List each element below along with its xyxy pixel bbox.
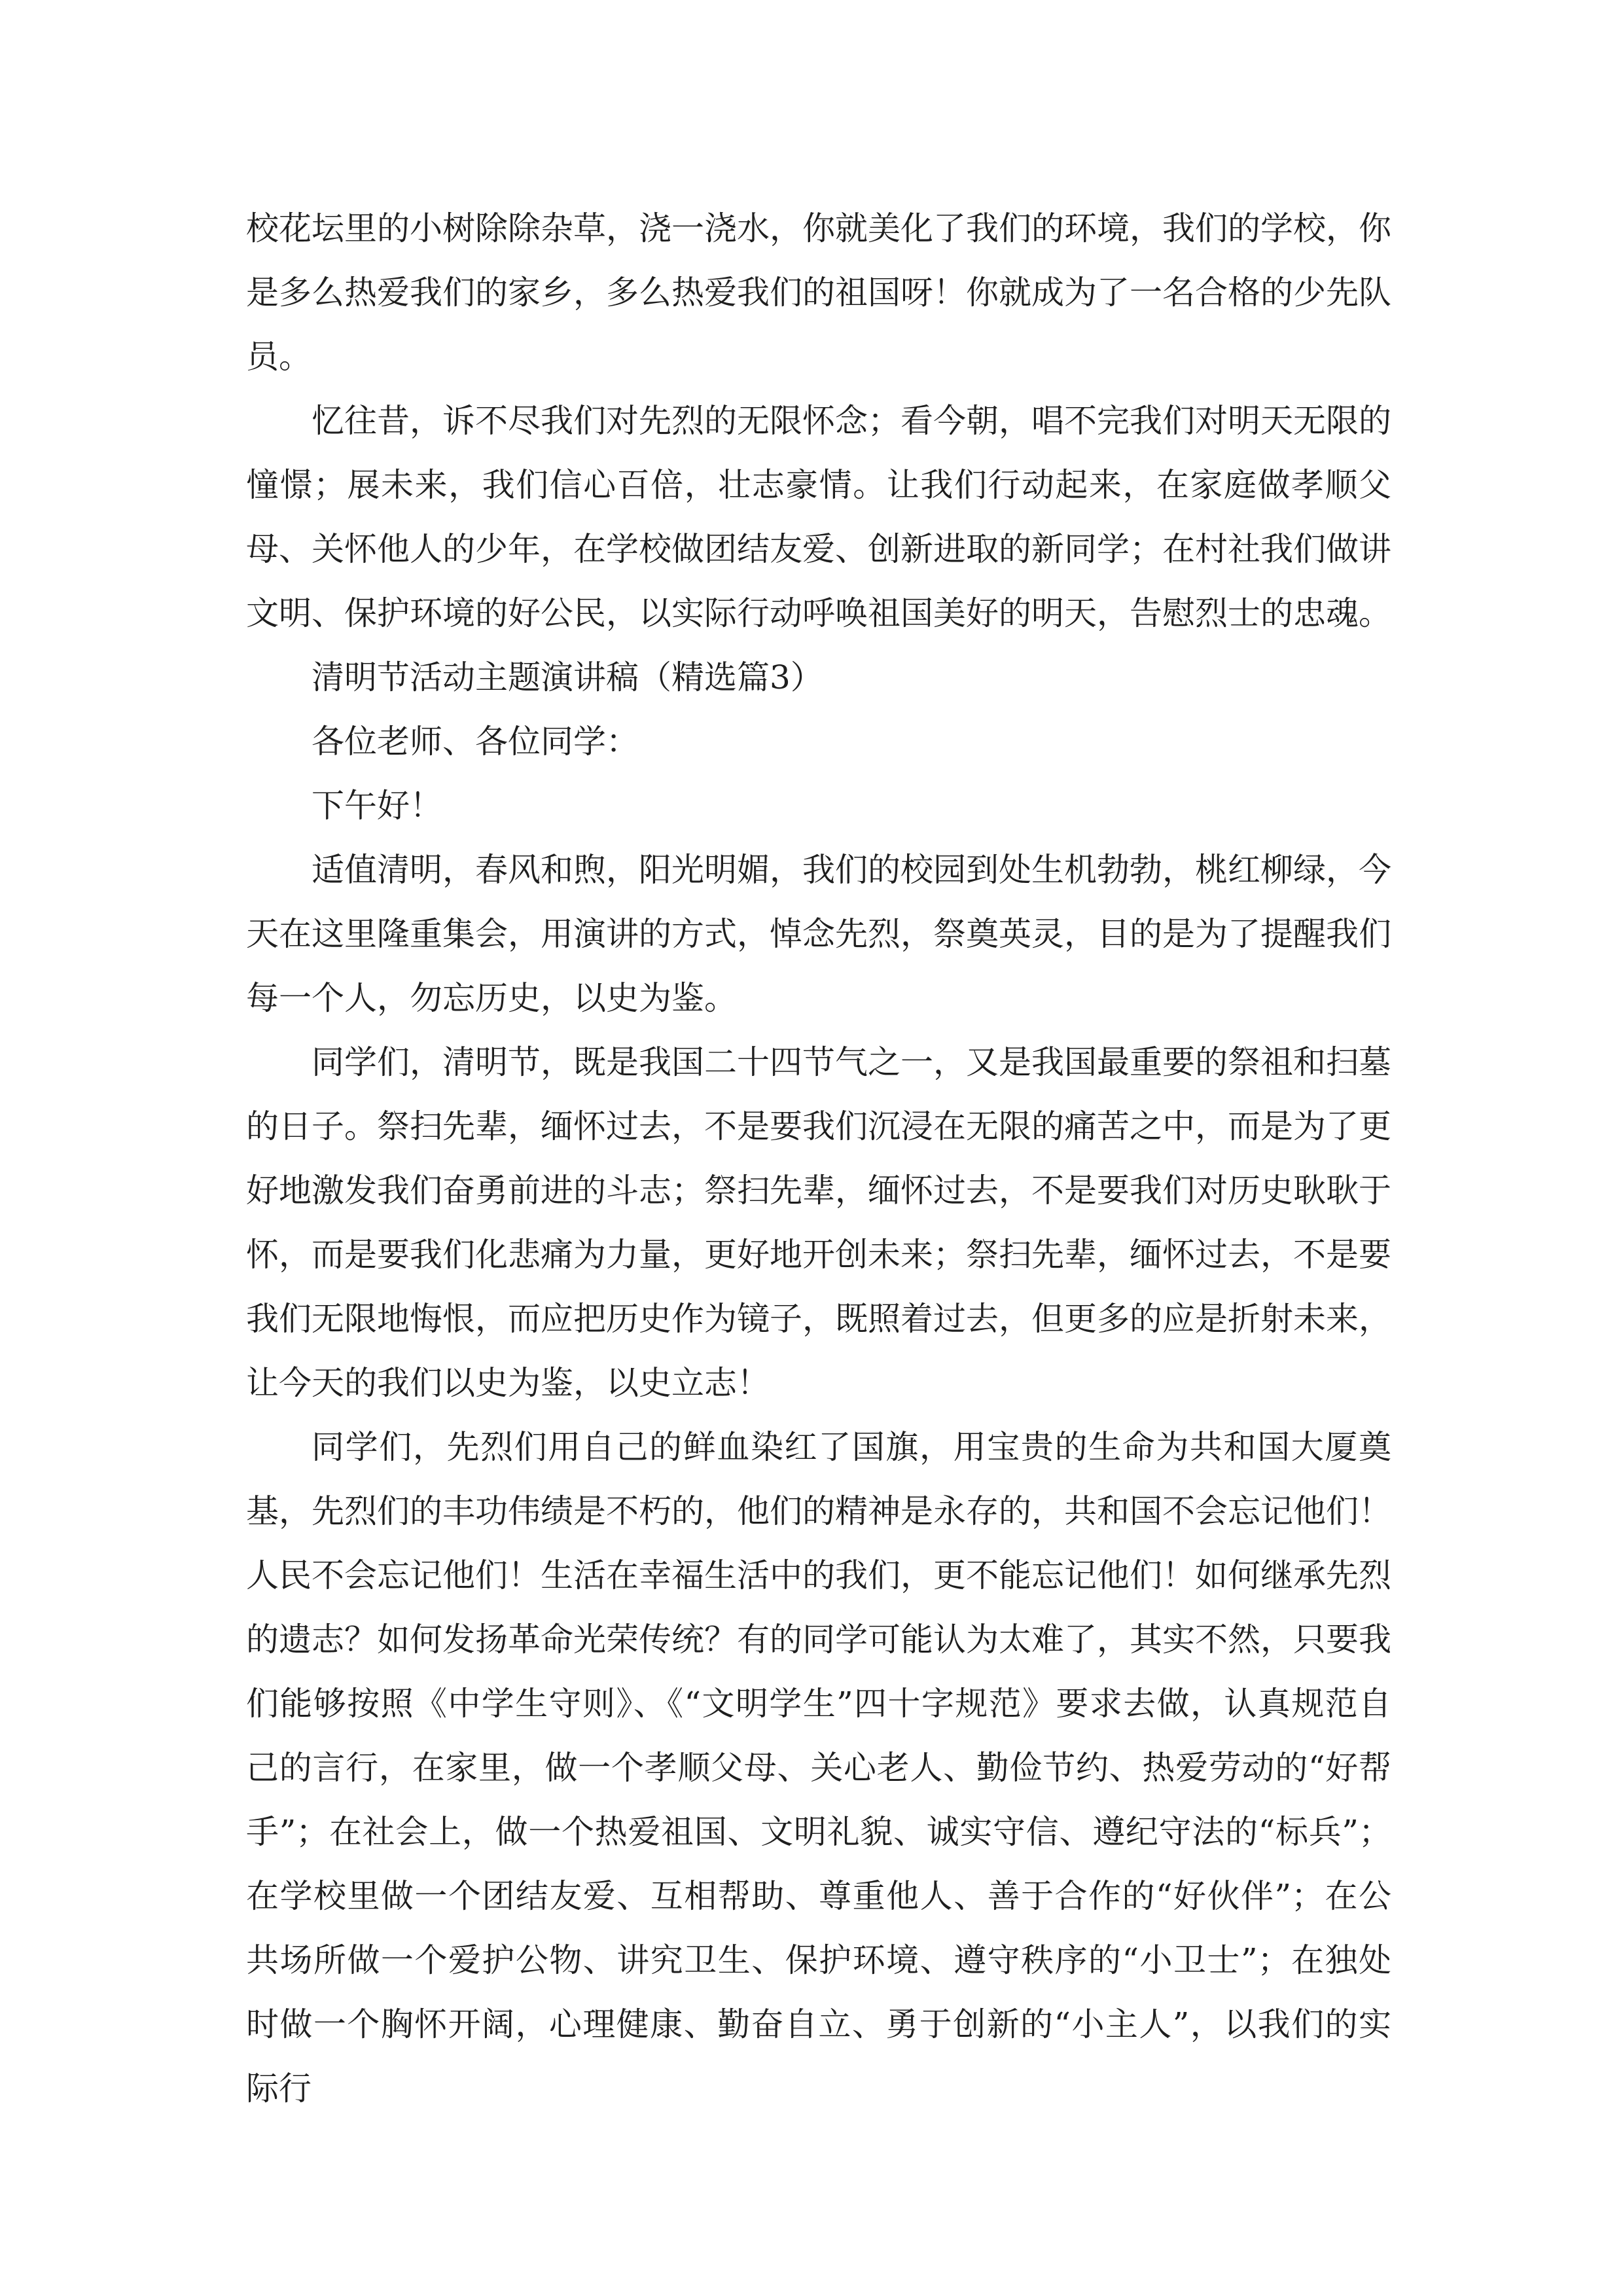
paragraph-martyrs: 同学们，先烈们用自己的鲜血染红了国旗，用宝贵的生命为共和国大厦奠基，先烈们的丰功伟绩是不朽的，他们的精神是永存的，共和国不会忘记他们！人民不会忘记他们！生活在幸福生活中的我们，更不能忘记他们！如何继承先烈的遗志？如何发扬革命光荣传统？有的同学可能认为太难了，其实不然，只要我们能够按照《中学生守则》、《“文明学生”四十字规范》要求去做，认真规范自己的言行，在家里，做一个孝顺父母、关心老人、勤俭节约、热爱劳动的“好帮手”；在社会上，做一个热爱祖国、文明礼貌、诚实守信、遵纪守法的“标兵”；在学校里做一个团结友爱、互相帮助、尊重他人、善于合作的“好伙伴”；在公共场所做一个爱护公物、讲究卫生、保护环境、遵守秩序的“小卫士”；在独处时做一个胸怀开阔，心理健康、勤奋自立、勇于创新的“小主人”，以我们的实际行 xyxy=(246,1428,1391,2108)
salutation: 各位老师、各位同学： xyxy=(312,723,639,761)
section-title: 清明节活动主题演讲稿（精选篇3） xyxy=(312,658,823,696)
paragraph-qingming: 同学们，清明节，既是我国二十四节气之一，又是我国最重要的祭祖和扫墓的日子。祭扫先辈，缅怀过去，不是要我们沉浸在无限的痛苦之中，而是为了更好地激发我们奋勇前进的斗志；祭扫先辈，缅怀过去，不是要我们对历史耿耿于怀，而是要我们化悲痛为力量，更好地开创未来；祭扫先辈，缅怀过去，不是要我们无限地悔恨，而应把历史作为镜子，既照着过去，但更多的应是折射未来，让今天的我们以史为鉴，以史立志！ xyxy=(246,1043,1391,1402)
greeting: 下午好！ xyxy=(312,787,442,825)
paragraph-continuation: 校花坛里的小树除除杂草，浇一浇水，你就美化了我们的环境，我们的学校，你是多么热爱我们的家乡，多么热爱我们的祖国呀！你就成为了一名合格的少先队员。 xyxy=(246,209,1391,376)
paragraph-reflection: 忆往昔，诉不尽我们对先烈的无限怀念；看今朝，唱不完我们对明天无限的憧憬；展未来，我们信心百倍，壮志豪情。让我们行动起来，在家庭做孝顺父母、关怀他人的少年，在学校做团结友爱、创新进取的新同学；在村社我们做讲文明、保护环境的好公民，以实际行动呼唤祖国美好的明天，告慰烈士的忠魂。 xyxy=(246,402,1391,632)
paragraph-opening: 适值清明，春风和煦，阳光明媚，我们的校园到处生机勃勃，桃红柳绿，今天在这里隆重集会，用演讲的方式，悼念先烈，祭奠英灵，目的是为了提醒我们每一个人，勿忘历史，以史为鉴。 xyxy=(246,851,1391,1017)
document-body xyxy=(246,196,1391,2121)
